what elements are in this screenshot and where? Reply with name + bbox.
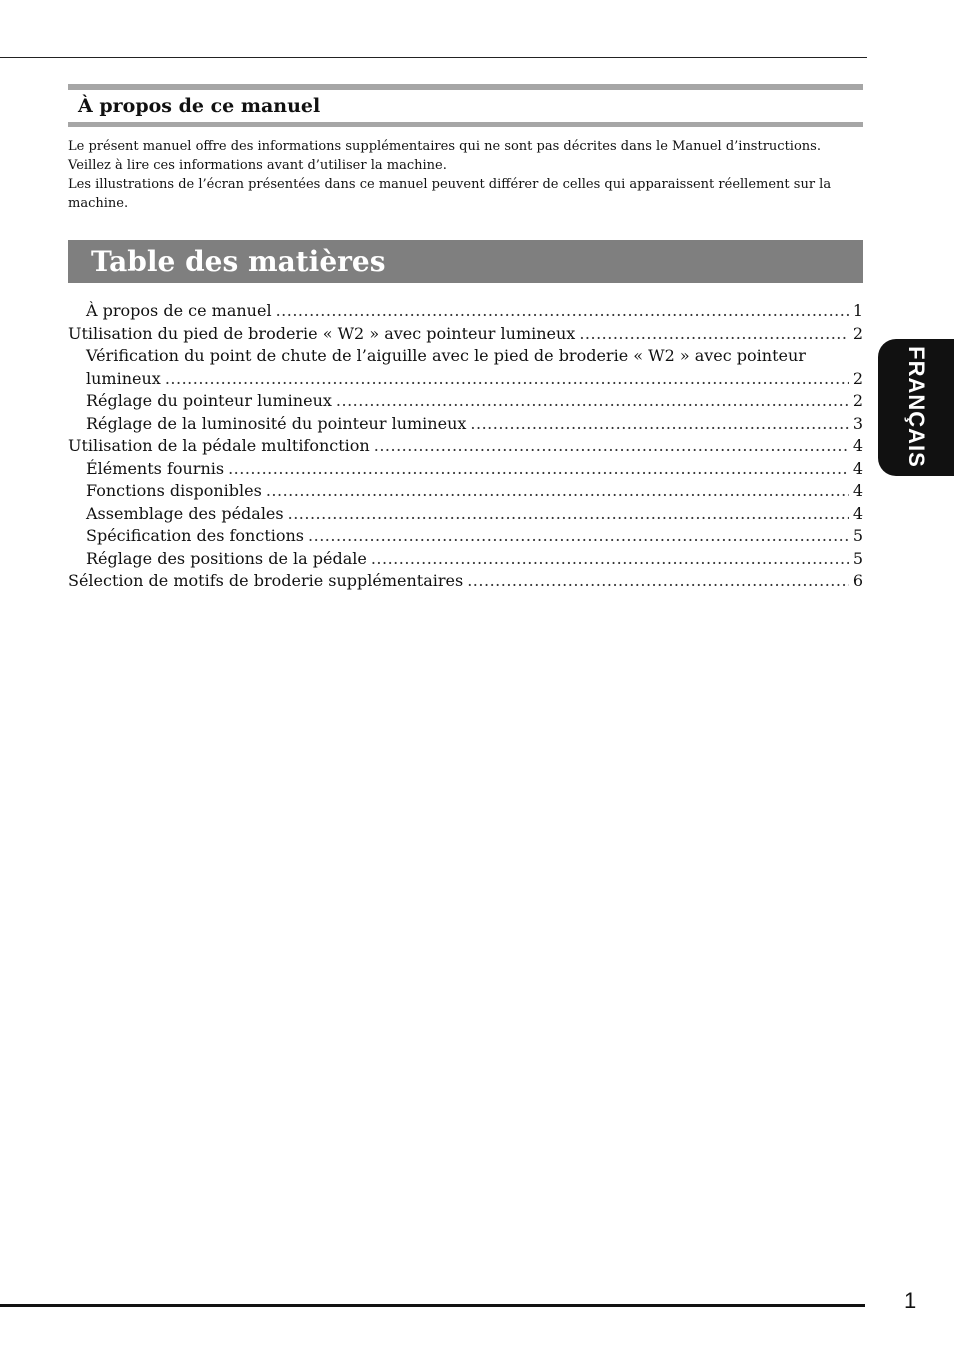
toc-leader-dots: [579, 323, 848, 346]
toc-entry-page: 3: [852, 413, 863, 433]
toc-entry-page: 2: [852, 391, 863, 410]
toc-entry-page: 6: [852, 571, 863, 590]
toc-leader-dots: [467, 570, 849, 593]
toc-entry[interactable]: [68, 390, 863, 413]
toc-entry-page: 2: [852, 368, 863, 388]
toc-leader-dots: [470, 413, 848, 436]
toc-entry[interactable]: [68, 435, 863, 458]
toc-entry-label: Sélection de motifs de broderie supplémentaires: [68, 571, 464, 590]
toc-entry[interactable]: [68, 480, 863, 503]
toc-entry-label: lumineux: [86, 368, 161, 388]
toc-entry-label: Spécification des fonctions: [86, 526, 305, 545]
toc-leader-dots: [371, 548, 849, 571]
about-text: [68, 137, 868, 213]
toc-entry-page: 4: [852, 458, 863, 478]
toc-entry-label: Utilisation du pied de broderie « W2 » avec pointeur lumineux: [68, 323, 576, 343]
toc-entry[interactable]: [68, 413, 863, 436]
toc-entry-label: Fonctions disponibles: [86, 481, 262, 500]
toc-entry-page: 5: [852, 526, 863, 545]
about-paragraph: Le présent manuel offre des informations supplémentaires qui ne sont pas décrites dans le Manuel d’instructions.: [68, 139, 821, 154]
toc-entry-label: Réglage du pointeur lumineux: [86, 391, 332, 410]
language-tab: [878, 339, 954, 476]
toc-leader-dots: [308, 525, 849, 548]
toc-entry[interactable]: [68, 300, 863, 323]
toc-entry-label: Vérification du point de chute de l’aiguille avec le pied de broderie « W2 » avec pointeur: [86, 346, 806, 365]
top-rule: [0, 57, 867, 58]
toc-leader-dots: [165, 368, 849, 391]
bottom-rule: [0, 1304, 865, 1307]
toc-entry-page: 1: [852, 301, 863, 320]
toc-entry-continuation: [86, 368, 863, 391]
toc-list: [68, 300, 863, 593]
about-section: [68, 84, 863, 127]
toc-leader-dots: [374, 435, 849, 458]
toc-entry-label: À propos de ce manuel: [86, 301, 272, 320]
about-paragraph: Les illustrations de l’écran présentées dans ce manuel peuvent différer de celles qui apparaissent réellement sur la machine.: [68, 177, 832, 211]
toc-entry[interactable]: [68, 345, 863, 390]
toc-leader-dots: [288, 503, 849, 526]
toc-entry-page: 2: [852, 323, 863, 343]
toc-entry[interactable]: [68, 323, 863, 346]
toc-entry[interactable]: [68, 525, 863, 548]
toc-entry[interactable]: [68, 458, 863, 481]
toc-entry-label: Assemblage des pédales: [86, 503, 284, 523]
toc-banner: [68, 240, 863, 283]
toc-title: Table des matières: [91, 245, 386, 278]
toc-entry[interactable]: [68, 570, 863, 593]
toc-leader-dots: [228, 458, 849, 481]
toc-entry-page: 4: [852, 436, 863, 455]
toc-entry-page: 5: [852, 548, 863, 568]
language-tab-label: FRANÇAIS: [904, 346, 929, 468]
toc-leader-dots: [276, 300, 849, 323]
toc-entry-label: Réglage de la luminosité du pointeur lumineux: [86, 413, 467, 433]
toc-entry-page: 4: [852, 481, 863, 500]
toc-entry[interactable]: [68, 548, 863, 571]
about-paragraph: Veillez à lire ces informations avant d’utiliser la machine.: [68, 158, 447, 173]
toc-leader-dots: [336, 390, 849, 413]
about-heading-bar-bottom: [68, 122, 863, 127]
toc-entry-page: 4: [852, 503, 863, 523]
page-number: 1: [904, 1288, 917, 1313]
about-heading: À propos de ce manuel: [78, 95, 321, 117]
toc-entry-label: Utilisation de la pédale multifonction: [68, 436, 370, 455]
toc-entry-label: Réglage des positions de la pédale: [86, 548, 367, 568]
toc-entry[interactable]: [68, 503, 863, 526]
toc-entry-label: Éléments fournis: [86, 458, 225, 478]
toc-leader-dots: [266, 480, 849, 503]
